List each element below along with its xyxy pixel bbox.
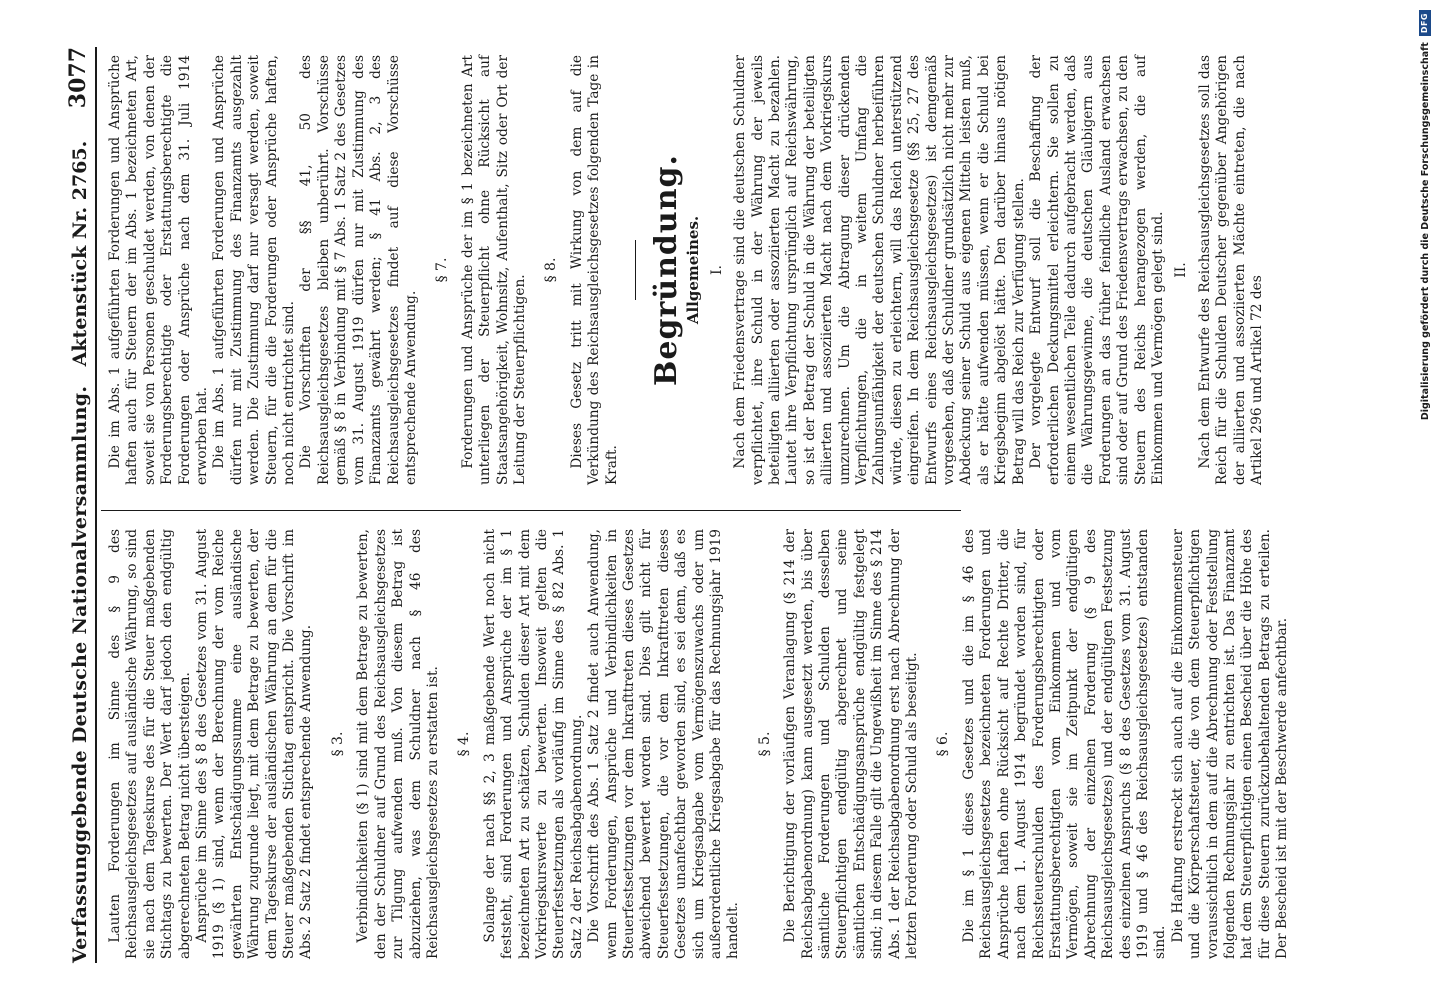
section-heading: § 7.	[434, 257, 451, 283]
paragraph: Nach dem Friedensvertrage sind die deutschen Schuldner verpflichtet, ihre Schuld in der Währung der jeweils beteiligten alliierten oder assoziierten Macht zu bezahlen. Lautet ihre Verpflichtung ursprünglich auf Reichswährung, so ist der Betrag der Schuld in die Währung der beteiligten alliierten und assoziierten Macht nach dem Vorkriegskurs umzurechnen. Um die Abtragung dieser drückenden Verpflichtungen, die in weitem Umfang die Zahlungsunfähigkeit der deutschen Schuldner herbeiführen würde, diesen zu erleichtern, will das Reich unterstützend eingreifen. In dem Reichsausgleichsgesetze (§§ 25, 27 des Entwurfs eines Reichsausgleichsgesetzes) ist demgemäß vorgesehen, daß der Schuldner grundsätzlich nicht mehr zur Abdeckung seiner Schuld aus eigenen Mitteln leisten muß, als er hätte aufwenden müssen, wenn er die Schuld bei Kriegsbeginn abgelöst hätte. Den darüber hinaus nötigen Betrag will das Reich zur Verfügung stellen.	[732, 55, 1027, 485]
paragraph: Dieses Gesetz tritt mit Wirkung von dem auf die Verkündung des Reichsausgleichsgesetzes folgenden Tage in Kraft.	[568, 55, 620, 485]
running-head	[49, 47, 91, 963]
digitization-credit	[1418, 10, 1432, 990]
paragraph: Die Vorschriften der §§ 41, 50 des Reichsausgleichsgesetzes bleiben unberührt. Vorschüsse gemäß § 8 in Verbindung mit § 7 Abs. 1 Satz 2 des Gesetzes vom 31. August 1919 dürfen nur mit Zustimmung des Finanzamts gewährt werden; § 41 Abs. 2, 3 des Reichsausgleichsgesetzes findet auf diese Vorschüsse entsprechende Anwendung.	[298, 55, 419, 485]
paragraph: Solange der nach §§ 2, 3 maßgebende Wert noch nicht feststeht, sind Forderungen und Ansprüche der im § 1 bezeichneten Art zu schätzen, Schulden dieser Art mit dem Vorkriegskurswerte zu bewerten. Insoweit gelten die Steuerfestsetzungen als vorläufig im Sinne des § 82 Abs. 1 Satz 2 der Reichsabgabenordnung.	[481, 529, 585, 959]
separator-rule	[635, 240, 636, 300]
paragraph: Ansprüche im Sinne des § 8 des Gesetzes vom 31. August 1919 (§ 1) sind, wenn der Berechnung der vom Reiche gewährten Entschädigungssumme eine ausländische Währung zugrunde liegt, mit dem Betrage zu bewerten, der dem Tageskurse der ausländischen Währung an dem für die Steuer maßgebenden Stichtag entspricht. Die Vorschrift im Abs. 2 Satz 2 findet entsprechende Anwendung.	[194, 529, 315, 959]
scanned-page	[45, 25, 1330, 985]
header-rule	[95, 47, 97, 963]
column-divider	[101, 510, 961, 511]
general-subheading: Allgemeines.	[684, 215, 703, 325]
section-heading: § 6.	[935, 731, 952, 757]
paragraph: Die im Abs. 1 aufgeführten Forderungen und Ansprüche dürfen nur mit Zustimmung des Finanzamts ausgezahlt werden. Die Zustimmung darf nur versagt werden, soweit Steuern, für die die Forderungen oder Ansprüche haften, noch nicht entrichtet sind.	[211, 55, 298, 485]
paragraph: Die Vorschrift des Abs. 1 Satz 2 findet auch Anwendung, wenn Forderungen, Ansprüche und Verbindlichkeiten in Steuerfestsetzungen vor dem Inkrafttreten dieses Gesetzes abweichend bewertet worden sind. Dies gilt nicht für Steuerfestsetzungen, die vor dem Inkrafttreten dieses Gesetzes unanfechtbar geworden sind, es sei denn, daß es sich um Kriegsabgabe vom Vermögenszuwachs oder um außerordentliche Kriegsabgabe für das Rechnungsjahr 1919 handelt.	[586, 529, 742, 959]
dfg-logo: DFG	[1419, 10, 1431, 36]
page-number: 3077	[65, 47, 91, 109]
roman-numeral-heading: I.	[708, 265, 725, 275]
paragraph: Die Berichtigung der vorläufigen Veranlagung (§ 214 der Reichsabgabenordnung) kann ausgesetzt werden, bis über sämtliche Forderungen und Schulden desselben Steuerpflichtigen endgültig abgerechnet und seine sämtlichen Entschädigungsansprüche endgültig festgelegt sind; in diesem Falle gilt die Ungewißheit im Sinne des § 214 Abs. 1 der Reichsabgabenordnung erst nach Abrechnung der letzten Forderung oder Schuld als beseitigt.	[782, 529, 921, 959]
justification-heading: Begründung.	[648, 154, 684, 386]
paragraph: Der vorgelegte Entwurf soll die Beschaffung der erforderlichen Deckungsmittel erleichtern. Sie sollen zu einem wesentlichen Teile dadurch aufgebracht werden, daß die Währungsgewinne, die deutschen Gläubigern aus Forderungen an das früher feindliche Ausland erwachsen sind oder auf Grund des Friedensvertrags erwachsen, zu den Steuern des Reichs herangezogen werden, die auf Einkommen und Vermögen gelegt sind.	[1028, 55, 1166, 485]
section-heading: § 4.	[456, 731, 473, 757]
paragraph: Die im § 1 dieses Gesetzes und die im § 46 des Reichsausgleichsgesetzes bezeichneten Forderungen und Ansprüche haften ohne Rücksicht auf Rechte Dritter, die nach dem 1. August 1914 begründet worden sind, für Reichssteuerschulden des Forderungsberechtigten oder Erstattungsberechtigten vom Einkommen und vom Vermögen, soweit sie im Zeitpunkt der endgültigen Abrechnung der einzelnen Forderung (§ 9 des Reichsausgleichsgesetzes) und der endgültigen Festsetzung des einzelnen Anspruchs (§ 8 des Gesetzes vom 31. August 1919 und § 46 des Reichsausgleichsgesetzes) entstanden sind.	[960, 529, 1169, 959]
paragraph: Forderungen und Ansprüche der im § 1 bezeichneten Art unterliegen der Steuerpflicht ohne Rücksicht auf Staatsangehörigkeit, Wohnsitz, Aufenthalt, Sitz oder Ort der Leitung der Steuerpflichtigen.	[459, 55, 528, 485]
paragraph: Lauten Forderungen im Sinne des § 9 des Reichsausgleichsgesetzes auf ausländische Währung, so sind sie nach dem Tageskurse des für die Steuer maßgebenden Stichtags zu bewerten. Der Wert darf jedoch den endgültig abgerechneten Betrag nicht übersteigen.	[107, 529, 193, 959]
paragraph: Die im Abs. 1 aufgeführten Forderungen und Ansprüche haften auch für Steuern der im Abs. 1 bezeichneten Art, soweit sie von Personen geschuldet werden, von denen der Forderungsberechtigte oder Erstattungsberechtigte die Forderungen oder Ansprüche nach dem 31. Juli 1914 erworben hat.	[107, 55, 211, 485]
paragraph: Die Haftung erstreckt sich auch auf die Einkommensteuer und die Körperschaftsteuer, die von dem Steuerpflichtigen voraussichtlich in dem auf die Abrechnung oder Feststellung folgenden Rechnungsjahr zu entrichten ist. Das Finanzamt hat dem Steuerpflichtigen einen Bescheid über die Höhe des für diese Steuern zurückzubehaltenden Betrags zu erteilen. Der Bescheid ist mit der Beschwerde anfechtbar.	[1169, 529, 1291, 959]
credit-text: Digitalisierung gefördert durch die Deutsche Forschungsgemeinschaft	[1419, 42, 1431, 421]
right-column	[107, 55, 1266, 485]
paragraph: Verbindlichkeiten (§ 1) sind mit dem Betrage zu bewerten, den der Schuldner auf Grund des Reichsausgleichsgesetzes zur Tilgung aufwenden muß. Von diesem Betrag ist abzuziehen, was dem Schuldner nach § 46 des Reichsausgleichsgesetzes zu erstatten ist.	[355, 529, 441, 959]
section-heading: § 5.	[756, 731, 773, 757]
document-number: Aktenstück Nr. 2765.	[69, 140, 91, 367]
running-head-title: Verfassunggebende Deutsche Nationalversammlung.	[69, 385, 91, 963]
section-heading: § 8.	[543, 257, 560, 283]
section-heading: § 3.	[329, 731, 346, 757]
roman-numeral-heading: II.	[1173, 262, 1190, 278]
left-column	[107, 529, 1292, 959]
paragraph: Nach dem Entwurfe des Reichsausgleichsgesetzes soll das Reich für die Schulden Deutscher gegenüber Angehörigen der alliierten und assoziierten Mächte eintreten, die nach Artikel 296 und Artikel 72 des	[1196, 55, 1265, 485]
